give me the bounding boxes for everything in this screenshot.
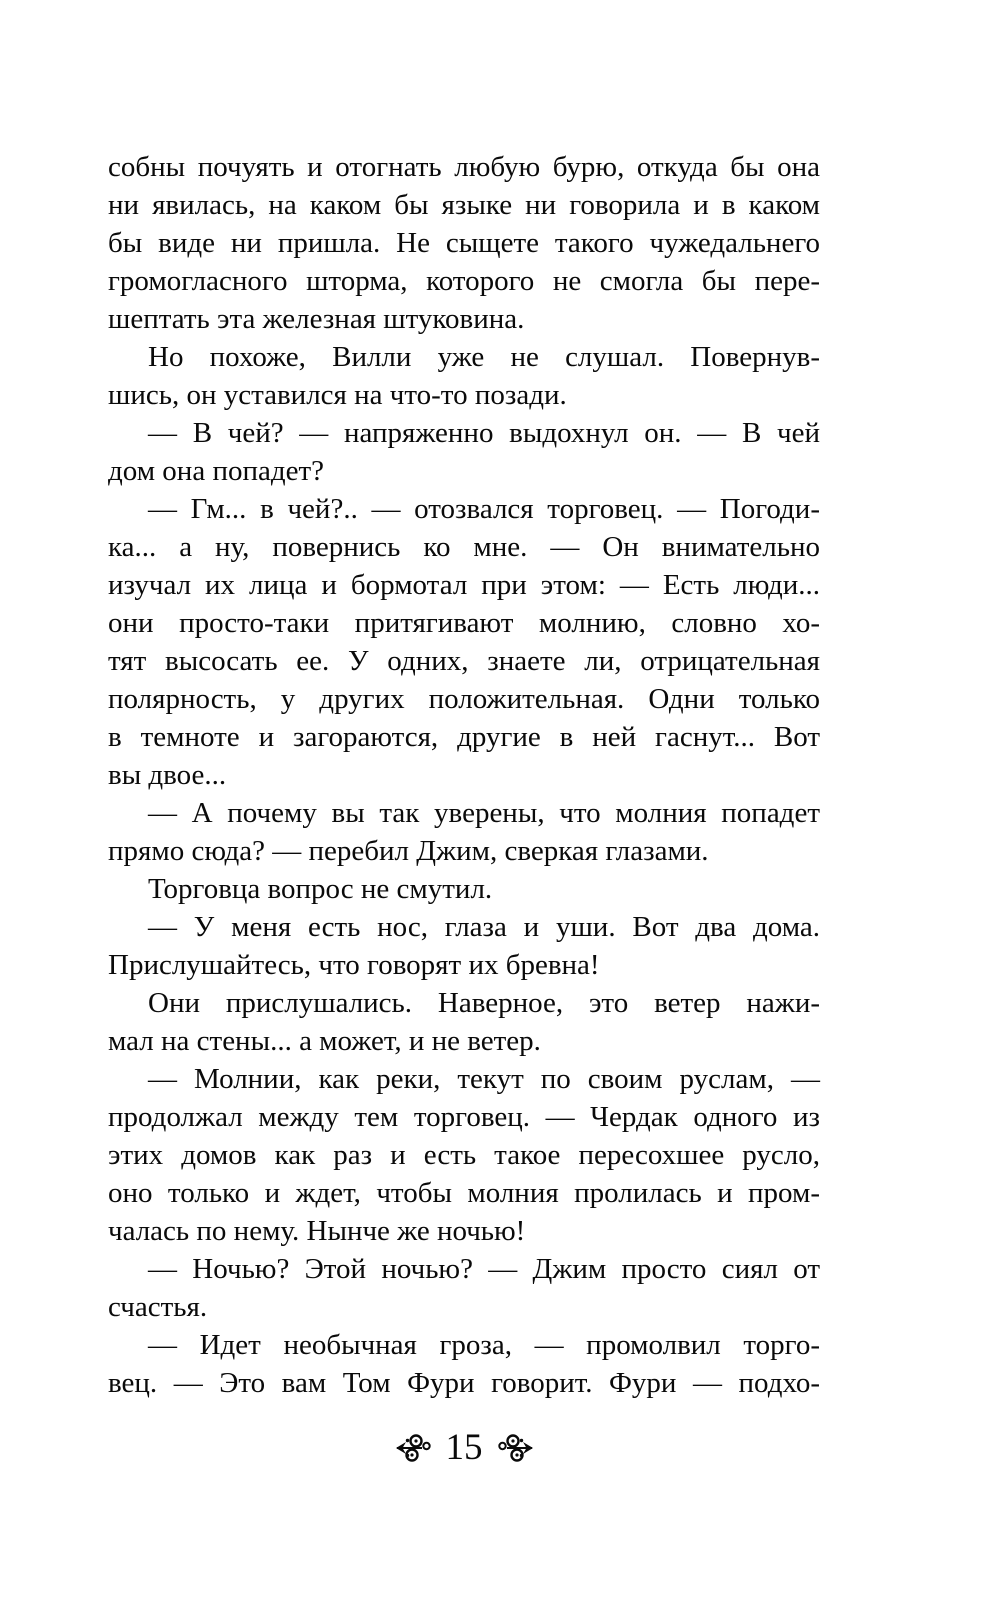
- text-line: громогласного шторма, которого не смогла бы пере-: [108, 265, 820, 297]
- text-line: вец. — Это вам Том Фури говорит. Фури — подхо-: [108, 1367, 820, 1399]
- text-line: — А почему вы так уверены, что молния попадет: [148, 797, 820, 829]
- text-line: ка... а ну, повернись ко мне. — Он внимательно: [108, 531, 820, 563]
- text-line: Торговца вопрос не смутил.: [148, 873, 493, 905]
- page-number: 15: [445, 1427, 483, 1468]
- text-line: мал на стены... а может, и не ветер.: [108, 1025, 541, 1057]
- text-line: полярность, у других положительная. Одни только: [108, 683, 820, 715]
- text-line: бы виде ни пришла. Не сыщете такого чужедальнего: [108, 227, 820, 259]
- text-line: вы двое...: [108, 759, 227, 791]
- text-line: продолжал между тем торговец. — Чердак одного из: [108, 1101, 820, 1133]
- text-line: — Ночью? Этой ночью? — Джим просто сиял от: [148, 1253, 820, 1285]
- text-line: они просто-таки притягивают молнию, словно хо-: [108, 607, 820, 639]
- text-line: Они прислушались. Наверное, это ветер нажи-: [148, 987, 820, 1019]
- text-line: счастья.: [108, 1291, 208, 1323]
- text-line: изучал их лица и бормотал при этом: — Есть люди...: [108, 569, 820, 601]
- text-line: — Идет необычная гроза, — промолвил торго-: [148, 1329, 820, 1361]
- page-footer: [108, 1426, 820, 1470]
- text-line: этих домов как раз и есть такое пересохшее русло,: [108, 1139, 820, 1171]
- text-line: в темноте и загораются, другие в ней гаснут... Вот: [108, 721, 820, 753]
- text-line: прямо сюда? — перебил Джим, сверкая глазами.: [108, 835, 709, 867]
- text-line: чалась по нему. Нынче же ночью!: [108, 1215, 526, 1247]
- text-line: — Гм... в чей?.. — отозвался торговец. — Погоди-: [148, 493, 820, 525]
- text-line: — В чей? — напряженно выдохнул он. — В чей: [148, 417, 820, 449]
- text-line: шептать эта железная штуковина.: [108, 303, 525, 335]
- text-line: ни явилась, на каком бы языке ни говорила и в каком: [108, 189, 820, 221]
- text-line: — Молнии, как реки, текут по своим руслам, —: [148, 1063, 820, 1095]
- fleuron-right-icon: [498, 1432, 534, 1464]
- text-line: тят высосать ее. У одних, знаете ли, отрицательная: [108, 645, 820, 677]
- text-line: — У меня есть нос, глаза и уши. Вот два дома.: [148, 911, 820, 943]
- text-line: Прислушайтесь, что говорят их бревна!: [108, 949, 600, 981]
- text-line: оно только и ждет, чтобы молния пролилась и пром-: [108, 1177, 820, 1209]
- page-text: [108, 148, 820, 1402]
- text-line: дом она попадет?: [108, 455, 325, 487]
- text-line: шись, он уставился на что-то позади.: [108, 379, 567, 411]
- text-line: собны почуять и отогнать любую бурю, откуда бы она: [108, 151, 820, 183]
- text-line: Но похоже, Вилли уже не слушал. Повернув-: [148, 341, 820, 373]
- fleuron-left-icon: [395, 1432, 431, 1464]
